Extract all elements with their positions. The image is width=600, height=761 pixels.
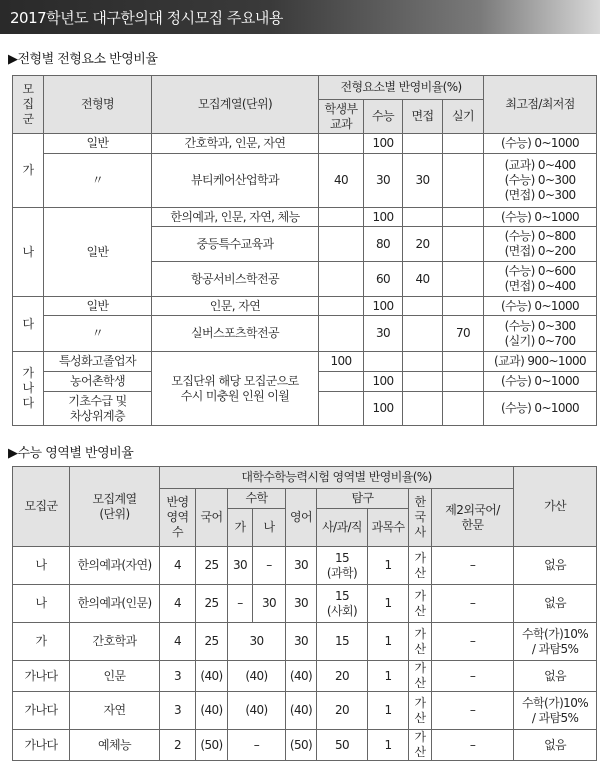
school-cell: 100 [319, 352, 364, 372]
header-count: 반영 영역 수 [160, 489, 196, 547]
group-cell: 가나다 [13, 730, 70, 761]
practical-cell: 70 [443, 316, 484, 352]
suneung-cell: 100 [364, 134, 403, 154]
score-cell: (수능) 0~1000 [484, 208, 597, 227]
header-ratio-group: 대학수학능력시험 영역별 반영비율(%) [160, 467, 514, 489]
interview-cell [403, 134, 443, 154]
english-cell: (40) [286, 661, 317, 692]
table-row [13, 585, 597, 623]
table-row [13, 623, 597, 661]
title-bar [0, 0, 600, 34]
suneung-cell: 60 [364, 262, 403, 297]
count-cell: 3 [160, 661, 196, 692]
inquiry-cell: 15 [317, 623, 368, 661]
suneung-cell: 100 [364, 392, 403, 426]
inquiry-count-cell: 1 [368, 692, 409, 730]
unit-cell: 항공서비스학전공 [152, 262, 319, 297]
count-cell: 4 [160, 623, 196, 661]
school-cell [319, 392, 364, 426]
practical-cell [443, 297, 484, 316]
second-lang-cell: – [432, 585, 514, 623]
practical-cell [443, 262, 484, 297]
group-cell: 나 [13, 585, 70, 623]
school-cell: 40 [319, 154, 364, 208]
count-cell: 4 [160, 547, 196, 585]
inquiry-cell: 50 [317, 730, 368, 761]
math-cell: (40) [228, 661, 286, 692]
interview-cell: 30 [403, 154, 443, 208]
header-math: 수학 [228, 489, 286, 509]
second-lang-cell: – [432, 661, 514, 692]
korean-cell: (40) [196, 661, 228, 692]
second-lang-cell: – [432, 623, 514, 661]
inquiry-count-cell: 1 [368, 661, 409, 692]
practical-cell [443, 154, 484, 208]
english-cell: 30 [286, 623, 317, 661]
korean-cell: (40) [196, 692, 228, 730]
interview-cell [403, 316, 443, 352]
header-school: 학생부 교과 [319, 100, 364, 134]
inquiry-count-cell: 1 [368, 730, 409, 761]
table-row [13, 208, 597, 227]
score-cell: (수능) 0~1000 [484, 297, 597, 316]
interview-cell [403, 208, 443, 227]
score-cell: (교과) 0~400 (수능) 0~300 (면접) 0~300 [484, 154, 597, 208]
unit-cell: 중등특수교육과 [152, 227, 319, 262]
school-cell [319, 262, 364, 297]
english-cell: (40) [286, 692, 317, 730]
header-type: 전형명 [44, 76, 152, 134]
header-unit: 모집계열 (단위) [70, 467, 160, 547]
english-cell: 30 [286, 585, 317, 623]
header-math-ga: 가 [228, 509, 253, 547]
practical-cell [443, 227, 484, 262]
type-cell: 일반 [44, 208, 152, 297]
table-row [13, 297, 597, 316]
type-cell: 일반 [44, 134, 152, 154]
inquiry-count-cell: 1 [368, 547, 409, 585]
type-cell: 일반 [44, 297, 152, 316]
score-cell: (수능) 0~300 (실기) 0~700 [484, 316, 597, 352]
header-second-lang: 제2외국어/ 한문 [432, 489, 514, 547]
header-inquiry-sub: 사/과/직 [317, 509, 368, 547]
history-cell: 가산 [409, 585, 432, 623]
table-row [13, 316, 597, 352]
unit-cell: 모집단위 해당 모집군으로 수시 미충원 인원 이월 [152, 352, 319, 426]
header-korean: 국어 [196, 489, 228, 547]
group-cell: 나 [13, 208, 44, 297]
table-row [13, 134, 597, 154]
inquiry-cell: 15 (과학) [317, 547, 368, 585]
header-interview: 면접 [403, 100, 443, 134]
math-cell: – [228, 730, 286, 761]
suneung-cell: 30 [364, 154, 403, 208]
suneung-cell: 100 [364, 208, 403, 227]
math-ga-cell: – [228, 585, 253, 623]
score-cell: (수능) 0~1000 [484, 392, 597, 426]
second-lang-cell: – [432, 730, 514, 761]
unit-cell: 간호학과 [70, 623, 160, 661]
korean-cell: 25 [196, 585, 228, 623]
header-math-na: 나 [253, 509, 286, 547]
table-row [13, 692, 597, 730]
group-cell: 가 [13, 623, 70, 661]
interview-cell: 20 [403, 227, 443, 262]
table-row [13, 154, 597, 208]
type-cell: 기초수급 및 차상위계층 [44, 392, 152, 426]
bonus-cell: 수학(가)10% / 과탐5% [514, 692, 597, 730]
header-group: 모 집 군 [13, 76, 44, 134]
practical-cell [443, 372, 484, 392]
table-row [13, 547, 597, 585]
header-group: 모집군 [13, 467, 70, 547]
suneung-cell: 100 [364, 297, 403, 316]
math-cell: 30 [228, 623, 286, 661]
header-ratio-group: 전형요소별 반영비율(%) [319, 76, 484, 100]
school-cell [319, 208, 364, 227]
suneung-cell: 80 [364, 227, 403, 262]
bonus-cell: 없음 [514, 547, 597, 585]
unit-cell: 간호학과, 인문, 자연 [152, 134, 319, 154]
interview-cell [403, 352, 443, 372]
history-cell: 가산 [409, 547, 432, 585]
practical-cell [443, 392, 484, 426]
score-cell: (교과) 900~1000 [484, 352, 597, 372]
section2-heading: ▶수능 영역별 반영비율 [8, 446, 134, 461]
school-cell [319, 297, 364, 316]
school-cell [319, 134, 364, 154]
suneung-ratio-table [12, 466, 597, 761]
count-cell: 2 [160, 730, 196, 761]
korean-cell: 25 [196, 623, 228, 661]
interview-cell: 40 [403, 262, 443, 297]
unit-cell: 인문 [70, 661, 160, 692]
math-na-cell: 30 [253, 585, 286, 623]
math-ga-cell: 30 [228, 547, 253, 585]
table-row [13, 661, 597, 692]
history-cell: 가산 [409, 730, 432, 761]
section1-heading: ▶전형별 전형요소 반영비율 [8, 52, 158, 67]
practical-cell [443, 352, 484, 372]
suneung-cell: 30 [364, 316, 403, 352]
inquiry-cell: 20 [317, 692, 368, 730]
interview-cell [403, 372, 443, 392]
practical-cell [443, 208, 484, 227]
header-unit: 모집계열(단위) [152, 76, 319, 134]
unit-cell: 한의예과, 인문, 자연, 체능 [152, 208, 319, 227]
header-suneung: 수능 [364, 100, 403, 134]
group-cell: 가나다 [13, 661, 70, 692]
group-cell: 나 [13, 547, 70, 585]
interview-cell [403, 297, 443, 316]
header-inquiry: 탐구 [317, 489, 409, 509]
count-cell: 3 [160, 692, 196, 730]
table-row [13, 730, 597, 761]
second-lang-cell: – [432, 547, 514, 585]
bonus-cell: 없음 [514, 585, 597, 623]
english-cell: 30 [286, 547, 317, 585]
type-cell: 〃 [44, 316, 152, 352]
bonus-cell: 없음 [514, 661, 597, 692]
history-cell: 가산 [409, 623, 432, 661]
unit-cell: 예체능 [70, 730, 160, 761]
unit-cell: 인문, 자연 [152, 297, 319, 316]
group-cell: 다 [13, 297, 44, 352]
english-cell: (50) [286, 730, 317, 761]
score-cell: (수능) 0~600 (면접) 0~400 [484, 262, 597, 297]
count-cell: 4 [160, 585, 196, 623]
interview-cell [403, 392, 443, 426]
bonus-cell: 없음 [514, 730, 597, 761]
inquiry-count-cell: 1 [368, 623, 409, 661]
header-history: 한 국 사 [409, 489, 432, 547]
score-cell: (수능) 0~1000 [484, 372, 597, 392]
second-lang-cell: – [432, 692, 514, 730]
unit-cell: 한의예과(인문) [70, 585, 160, 623]
korean-cell: (50) [196, 730, 228, 761]
unit-cell: 자연 [70, 692, 160, 730]
inquiry-cell: 15 (사회) [317, 585, 368, 623]
score-cell: (수능) 0~800 (면접) 0~200 [484, 227, 597, 262]
type-cell: 농어촌학생 [44, 372, 152, 392]
school-cell [319, 227, 364, 262]
unit-cell: 실버스포츠학전공 [152, 316, 319, 352]
admission-ratio-table [12, 75, 597, 426]
group-cell: 가 나 다 [13, 352, 44, 426]
score-cell: (수능) 0~1000 [484, 134, 597, 154]
practical-cell [443, 134, 484, 154]
suneung-cell [364, 352, 403, 372]
inquiry-cell: 20 [317, 661, 368, 692]
type-cell: 특성화고졸업자 [44, 352, 152, 372]
header-score: 최고점/최저점 [484, 76, 597, 134]
group-cell: 가나다 [13, 692, 70, 730]
table-row [13, 352, 597, 372]
history-cell: 가산 [409, 692, 432, 730]
header-bonus: 가산 [514, 467, 597, 547]
suneung-cell: 100 [364, 372, 403, 392]
unit-cell: 뷰티케어산업학과 [152, 154, 319, 208]
type-cell: 〃 [44, 154, 152, 208]
korean-cell: 25 [196, 547, 228, 585]
history-cell: 가산 [409, 661, 432, 692]
math-cell: (40) [228, 692, 286, 730]
math-na-cell: – [253, 547, 286, 585]
header-english: 영어 [286, 489, 317, 547]
group-cell: 가 [13, 134, 44, 208]
header-practical: 실기 [443, 100, 484, 134]
bonus-cell: 수학(가)10% / 과탐5% [514, 623, 597, 661]
school-cell [319, 372, 364, 392]
unit-cell: 한의예과(자연) [70, 547, 160, 585]
school-cell [319, 316, 364, 352]
header-inquiry-count: 과목수 [368, 509, 409, 547]
page-title: 2017학년도 대구한의대 정시모집 주요내용 [10, 9, 283, 27]
inquiry-count-cell: 1 [368, 585, 409, 623]
